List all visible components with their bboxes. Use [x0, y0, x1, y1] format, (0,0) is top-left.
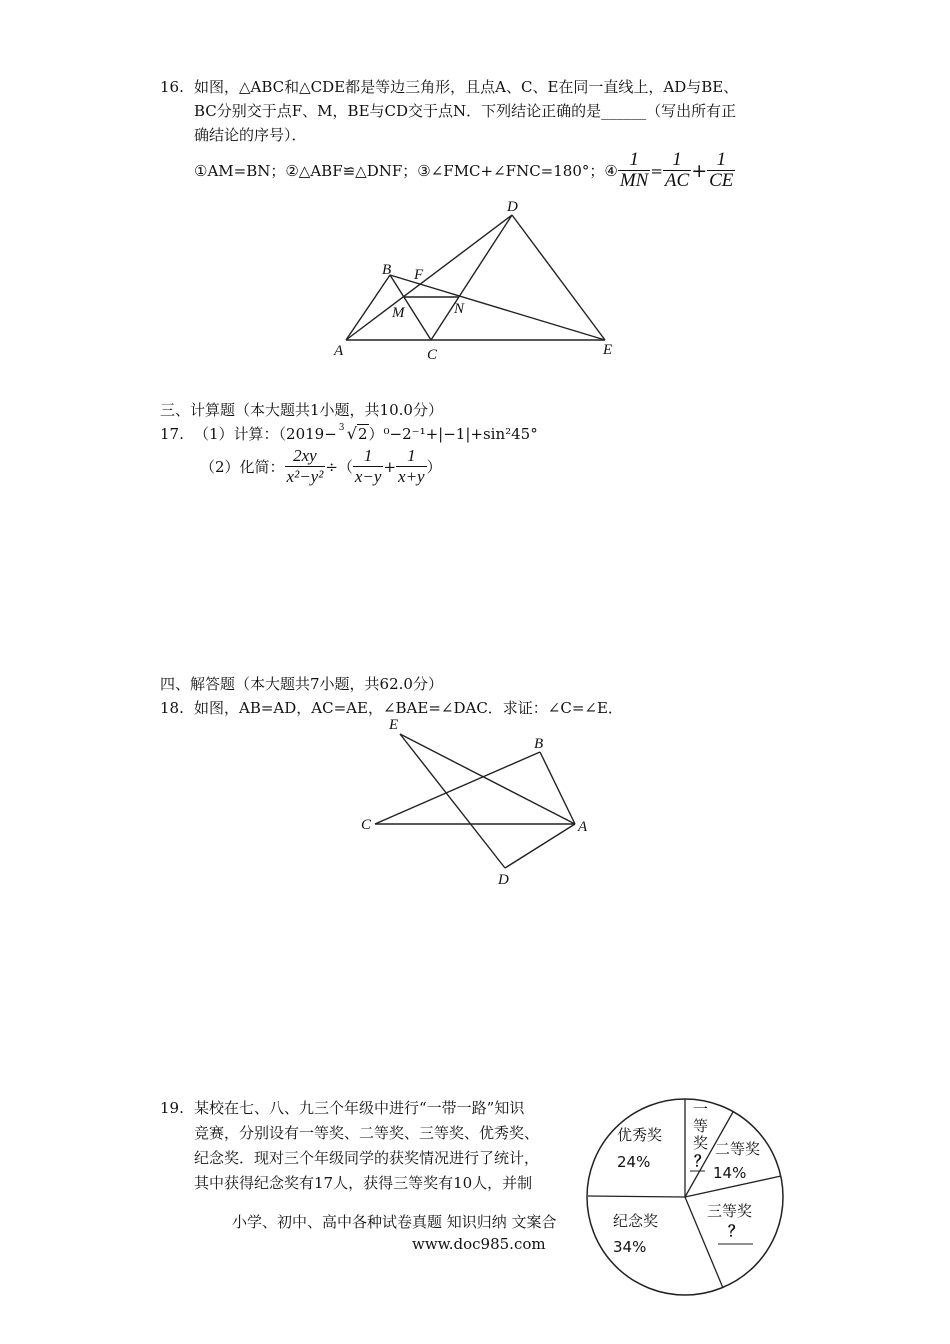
q18-text: 如图，AB=AD，AC=AE，∠BAE=∠DAC．求证：∠C=∠E． [194, 699, 623, 717]
q16-figure [330, 195, 630, 370]
frac-num: 1 [663, 150, 691, 171]
frac-den: x−y [354, 467, 382, 486]
q17-part2 [200, 446, 442, 487]
equals-sign: = [650, 161, 663, 180]
fraction-2xy [285, 446, 326, 487]
line-ad [346, 215, 512, 340]
section-3-heading: 三、计算题（本大题共1小题，共10.0分） [160, 401, 443, 419]
frac-den: x+y [398, 467, 425, 486]
point-label-f: F [414, 267, 424, 283]
slice-label-commemorative: 纪念奖 [613, 1212, 659, 1230]
footer-line1: 小学、初中、高中各种试卷真题 知识归纳 文案合 [232, 1213, 557, 1231]
q18-number: 18. [160, 699, 184, 717]
point-label-b: B [534, 736, 544, 752]
frac-num: 1 [396, 446, 427, 467]
q18-figure [355, 712, 595, 890]
slice-value-third: ？ [728, 1222, 744, 1240]
slice-label-third: 三等奖 [707, 1202, 753, 1220]
q16-options-text: ①AM=BN；②△ABF≌△DNF；③∠FMC+∠FNC=180°；④ [194, 161, 618, 180]
root-body: 2 [358, 425, 368, 443]
q19-line1: 某校在七、八、九三个年级中进行“一带一路”知识 [194, 1099, 525, 1117]
plus-sign: + [691, 159, 708, 182]
line-ab [346, 275, 390, 340]
close-paren: ） [426, 457, 442, 476]
section-4-heading: 四、解答题（本大题共7小题，共62.0分） [160, 675, 443, 693]
slice-label-first-2: 等 [693, 1117, 709, 1135]
footer-url: www.doc985.com [412, 1235, 546, 1253]
q16-line3: 确结论的序号）． [194, 126, 307, 144]
q19-line4: 其中获得纪念奖有17人，获得三等奖有10人，并制 [194, 1174, 533, 1192]
frac-num: 1 [618, 150, 651, 171]
fraction-1-ce [707, 150, 735, 191]
plus-sign: + [383, 457, 397, 476]
point-label-m: M [392, 305, 405, 321]
frac-den: x²−y² [286, 467, 324, 486]
point-label-d: D [498, 872, 509, 888]
fraction-1-mn [618, 150, 651, 191]
line-de [512, 215, 605, 340]
frac-den: AC [664, 170, 690, 191]
slice-label-excellent: 优秀奖 [617, 1126, 663, 1144]
frac-den: MN [619, 170, 649, 191]
q16-options [194, 150, 735, 191]
q17-part1 [194, 423, 538, 445]
frac-num: 1 [353, 446, 384, 467]
line-ea [400, 734, 575, 824]
slice-value-first: ？ [694, 1152, 710, 1170]
radical-sign-icon: √ [346, 424, 357, 443]
q16-line1: 如图，△ABC和△CDE都是等边三角形，且点A、C、E在同一直线上，AD与BE、 [194, 78, 739, 96]
point-label-a: A [334, 343, 344, 359]
slice-label-second: 二等奖 [715, 1140, 761, 1158]
point-label-c: C [427, 347, 438, 363]
line-ba [540, 752, 575, 824]
slice-label-first-1: 一 [693, 1100, 709, 1118]
fraction-1-ac [663, 150, 691, 191]
divide-sign: ÷（ [325, 457, 353, 476]
fraction-1-x-minus-y [353, 446, 384, 487]
slice-value-second: 14% [713, 1164, 747, 1182]
point-label-e: E [389, 717, 399, 733]
fraction-1-x-plus-y [396, 446, 427, 487]
line-cd [431, 215, 512, 340]
root-index: 3 [338, 423, 345, 433]
slice-value-commemorative: 34% [613, 1238, 647, 1256]
point-label-n: N [454, 301, 465, 317]
point-label-c: C [361, 817, 372, 833]
line-da [505, 824, 575, 868]
q19-number: 19. [160, 1099, 184, 1117]
pie-divider-5 [588, 1196, 685, 1197]
q17-part1-tail: ）⁰−2⁻¹+|−1|+sin²45° [368, 425, 538, 443]
q17-part1-text: （1）计算：（2019− [194, 425, 337, 443]
cube-root [337, 423, 369, 445]
frac-num: 1 [707, 150, 735, 171]
q17-number: 17. [160, 425, 184, 443]
point-label-b: B [382, 262, 392, 278]
slice-value-excellent: 24% [617, 1153, 651, 1171]
line-ed [400, 734, 505, 868]
line-be [390, 275, 605, 340]
point-label-d: D [507, 199, 518, 215]
q17-part2-text: （2）化简： [200, 457, 285, 476]
frac-num: 2xy [285, 446, 326, 467]
point-label-e: E [603, 342, 613, 358]
frac-den: CE [709, 170, 734, 191]
q19-line3: 纪念奖．现对三个年级同学的获奖情况进行了统计， [194, 1149, 540, 1167]
q19-line2: 竞赛，分别设有一等奖、二等奖、三等奖、优秀奖、 [194, 1124, 540, 1142]
point-label-a: A [578, 819, 588, 835]
q16-line2: BC分别交于点F、M，BE与CD交于点N．下列结论正确的是______（写出所有正 [194, 102, 737, 120]
q16-number: 16. [160, 78, 184, 96]
slice-label-first-3: 奖 [693, 1134, 709, 1152]
award-pie-chart [583, 1092, 793, 1327]
